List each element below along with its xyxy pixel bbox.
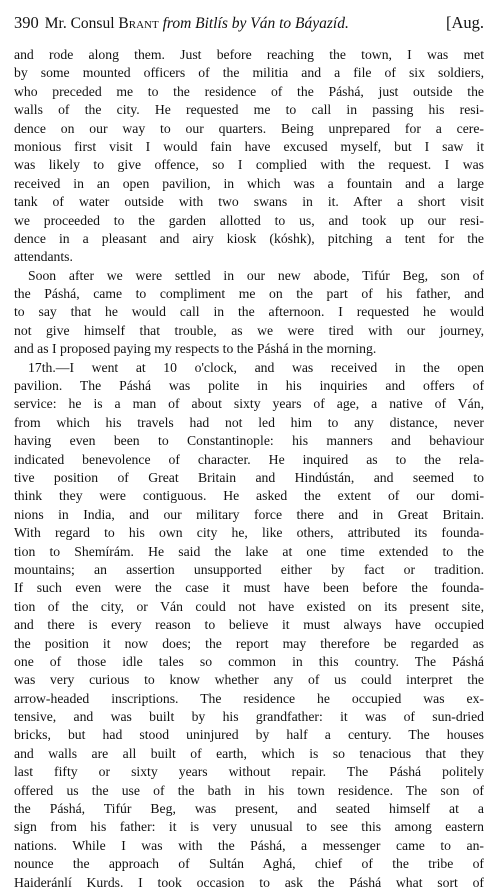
text-line: think they were contiguous. He asked the extent of our domi- bbox=[14, 488, 484, 504]
text-line: was very curious to know whether any of us could interpret the bbox=[14, 672, 484, 688]
text-line: and as I proposed paying my respects to the Páshá in the morning. bbox=[14, 341, 377, 357]
title-prefix: Mr. Consul bbox=[44, 15, 119, 32]
page-number: 390 bbox=[14, 13, 39, 32]
text-line: Haideránlí Kurds. I took occasion to ask the Páshá what sort of bbox=[14, 874, 484, 890]
text-line: dence on our way to our quarters. Being unprepared for a cere- bbox=[14, 120, 484, 136]
text-line: Soon after we were settled in our new abode, Tifúr Beg, son of bbox=[28, 267, 484, 283]
text-line: monious first visit I would fain have excused myself, but I saw it bbox=[14, 138, 484, 154]
text-line: indicated benevolence of character. He inquired as to the rela- bbox=[14, 451, 484, 467]
text-line: was likely to give offence, so I complied with the request. I was bbox=[14, 157, 484, 173]
text-line: from which his travels had not led him to any distance, never bbox=[14, 414, 484, 430]
text-line: nions in India, and our military force there and in Great Britain. bbox=[14, 506, 484, 522]
text-line: tion of the city, or Ván could not have existed on its present site, bbox=[14, 598, 484, 614]
text-line: mountains; an assertion unsupported either by fact or tradition. bbox=[14, 561, 484, 577]
text-line: to say that he would call in the afternoon. I requested he would bbox=[14, 304, 484, 320]
text-line: and rode along them. Just before reaching the town, I was met bbox=[14, 47, 484, 62]
text-line: the Páshá, Tifúr Beg, was present, and seated himself at a bbox=[14, 801, 484, 817]
title-name: Brant bbox=[118, 15, 159, 32]
text-line: having even been to Constantinople: his manners and behaviour bbox=[14, 433, 484, 449]
text-line: tank of water outside with two swans in it. After a short visit bbox=[14, 194, 484, 210]
running-title bbox=[45, 13, 349, 35]
text-line: If such even were the case it must have been before the founda- bbox=[14, 580, 484, 596]
text-line: sign from his father: it is very unusual to see this among eastern bbox=[14, 819, 484, 835]
text-line: last fifty or sixty years without repair. The Páshá politely bbox=[14, 764, 484, 780]
text-line: walls of the city. He requested me to call in passing his resi- bbox=[14, 102, 484, 118]
title-route: from Bitlís by Ván to Báyazíd. bbox=[158, 15, 349, 32]
text-line: offered us the use of the bath in his town residence. The son of bbox=[14, 782, 484, 798]
text-line: by some mounted officers of the militia and a file of six soldiers, bbox=[14, 65, 484, 81]
text-line: the position it now does; the report may therefore be regarded as bbox=[14, 635, 484, 651]
text-line: and walls are all built of earth, which is so tenacious that they bbox=[14, 745, 484, 761]
text-line: nations. While I was with the Páshá, a messenger came to an- bbox=[14, 837, 484, 853]
text-line: service: he is a man of about sixty years of age, a native of Ván, bbox=[14, 396, 484, 412]
text-line: With regard to his own city he, like others, attributed its founda- bbox=[14, 525, 484, 541]
body-text bbox=[14, 46, 484, 892]
text-line: tion to Shemírám. He said the lake at one time extended to the bbox=[14, 543, 484, 559]
book-page bbox=[14, 12, 484, 892]
text-line: pavilion. The Páshá was polite in his inquiries and offers of bbox=[14, 378, 484, 394]
text-line: 17th.—I went at 10 o'clock, and was received in the open bbox=[28, 359, 484, 375]
text-line: bricks, but had stood uninjured by half a century. The houses bbox=[14, 727, 484, 743]
text-line: the Páshá, came to compliment me on the part of his father, and bbox=[14, 286, 484, 302]
text-line: arrow-headed inscriptions. The residence he occupied was ex- bbox=[14, 690, 484, 706]
text-line: attendants. bbox=[14, 249, 73, 265]
text-line: tensive, and was built by his grandfather: it was of sun-dried bbox=[14, 709, 484, 725]
text-line: who preceded me to the residence of the Páshá, just outside the bbox=[14, 83, 484, 99]
header-month: [Aug. bbox=[445, 13, 484, 32]
text-line: nounce the approach of Sultán Aghá, chief of the tribe of bbox=[14, 856, 484, 872]
text-line: not give himself that trouble, as we were tired with our journey, bbox=[14, 322, 484, 338]
running-header bbox=[14, 12, 484, 34]
text-line: tive position of Great Britain and Hindústán, and seemed to bbox=[14, 469, 484, 485]
text-line: we proceeded to the garden allotted to us, and took up our resi- bbox=[14, 212, 484, 228]
text-line: received in an open pavilion, in which was a fountain and a large bbox=[14, 175, 484, 191]
text-line: one of those idle tales so common in this country. The Páshá bbox=[14, 653, 484, 669]
text-line: and there is every reason to believe it must always have occupied bbox=[14, 617, 484, 633]
text-line: dence in a pleasant and airy kiosk (kóshk), pitching a tent for the bbox=[14, 230, 484, 246]
